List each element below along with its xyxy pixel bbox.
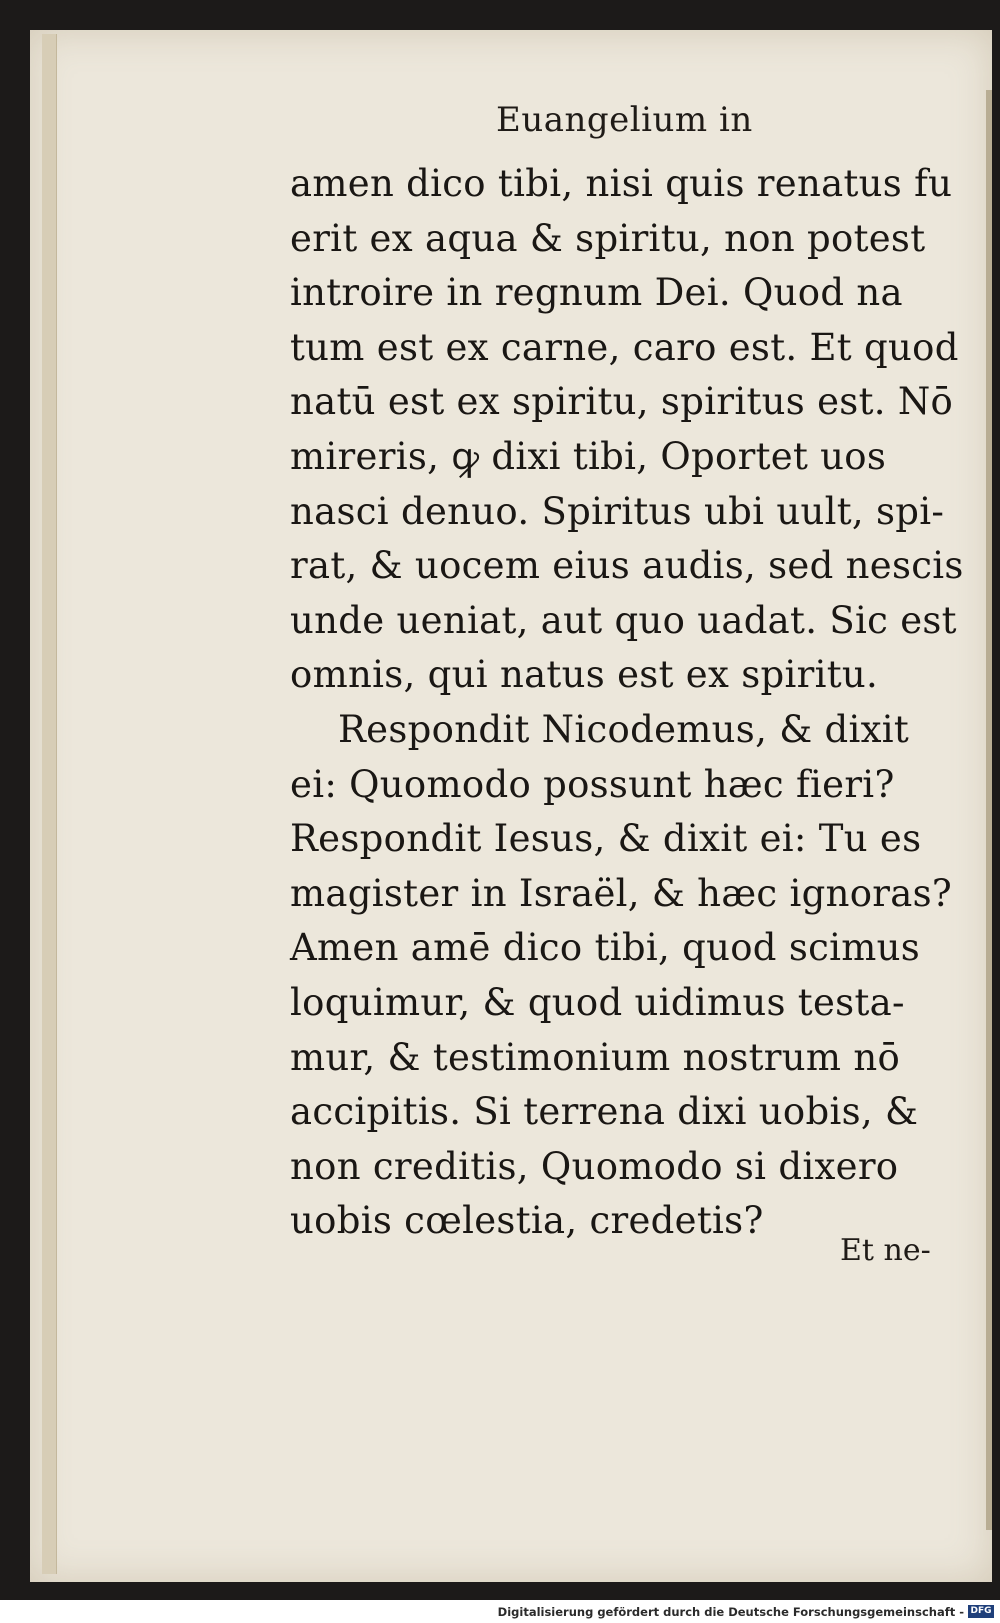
text-line: mur, & testimonium nostrum nō xyxy=(290,1035,901,1079)
text-line: nasci denuo. Spiritus ubi uult, spi- xyxy=(290,489,945,533)
running-head: Euangelium in xyxy=(496,100,753,140)
text-line: loquimur, & quod uidimus testa- xyxy=(290,980,905,1024)
text-line: ei: Quomodo possunt hæc fieri? xyxy=(290,762,895,806)
page-gutter-edge xyxy=(42,34,57,1574)
text-block xyxy=(290,157,964,1249)
paragraph-start-line: Respondit Nicodemus, & dixit xyxy=(338,707,910,751)
page-right-edge xyxy=(986,90,992,1530)
catchword: Et ne- xyxy=(840,1233,931,1268)
text-line: introire in regnum Dei. Quod na xyxy=(290,271,903,315)
text-line: uobis cœlestia, credetis? xyxy=(290,1199,764,1243)
text-line: unde ueniat, aut quo uadat. Sic est xyxy=(290,598,957,642)
text-line: magister in Israël, & hæc ignoras? xyxy=(290,871,953,915)
text-line: amen dico tibi, nisi quis renatus fu xyxy=(290,162,953,205)
text-line: Amen amē dico tibi, quod scimus xyxy=(290,926,921,970)
text-line: tum est ex carne, caro est. Et quod xyxy=(290,325,959,369)
text-line: accipitis. Si terrena dixi uobis, & xyxy=(290,1090,919,1134)
text-line: omnis, qui natus est ex spiritu. xyxy=(290,653,879,697)
text-line: erit ex aqua & spiritu, non potest xyxy=(290,216,926,260)
text-line: non creditis, Quomodo si dixero xyxy=(290,1144,899,1188)
text-line: mireris, ꝙ dixi tibi, Oportet uos xyxy=(290,434,887,478)
funding-credit: Digitalisierung gefördert durch die Deutsche Forschungsgemeinschaft - xyxy=(497,1605,964,1619)
dfg-logo: DFG xyxy=(968,1605,994,1618)
text-line: rat, & uocem eius audis, sed nescis xyxy=(290,544,964,588)
digitization-footer xyxy=(0,1600,1000,1623)
text-line: Respondit Iesus, & dixit ei: Tu es xyxy=(290,817,922,861)
text-line: natū est ex spiritu, spiritus est. Nō xyxy=(290,380,954,424)
